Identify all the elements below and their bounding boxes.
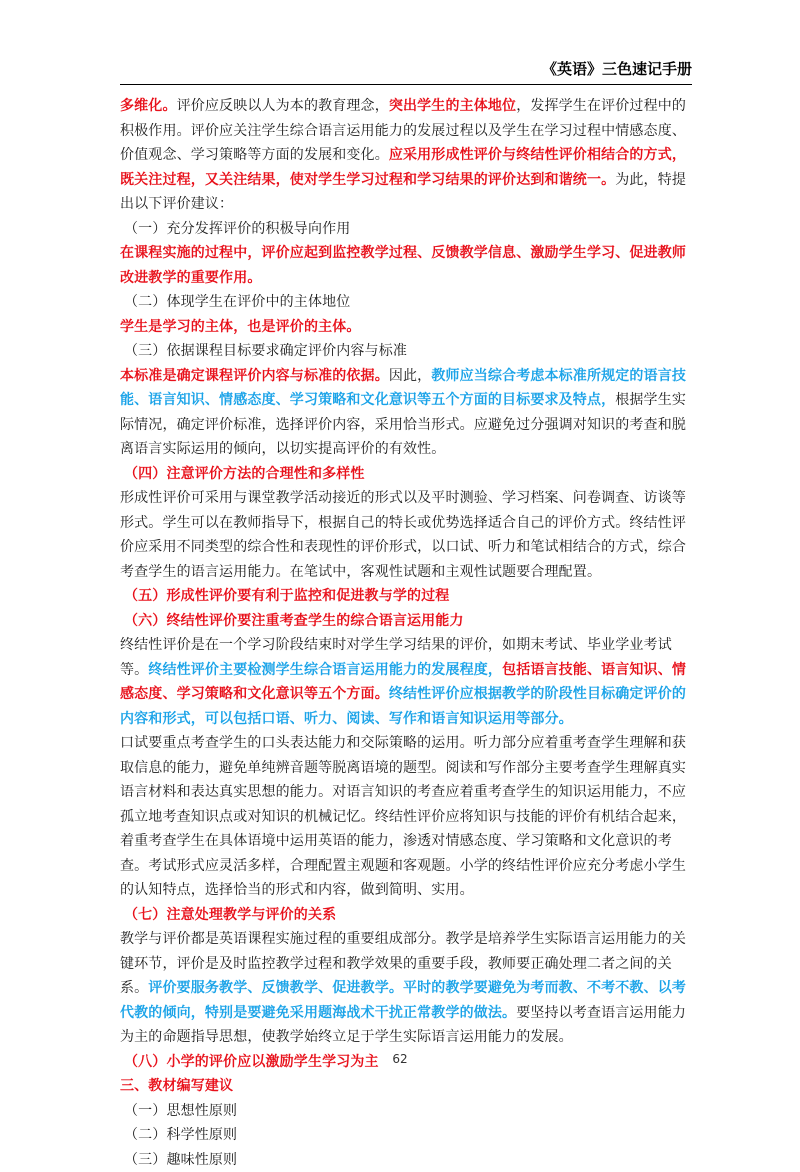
body-text: ，发挥学生在评价过程中的积极作用。评价应关注学生综合语言运用能力的发展过程以及学生在学习过程中情感态度、价值观念、学习策略等方面的发展和变化。 <box>120 98 686 163</box>
highlight-red: 突出学生的主体地位 <box>389 98 516 114</box>
body-text: 根据学生实际情况，确定评价标准，选择评价内容，采用恰当形式。应避免过分强调对知识的考查和脱离语言实际运用的倾向，以切实提高评价的有效性。 <box>120 392 686 457</box>
highlight-red: 包括语言技能、语言知识、情感态度、学习策略和文化意识等五个方面。 <box>120 662 686 703</box>
paragraph-intro <box>120 94 692 217</box>
section-heading: （四）注意评价方法的合理性和多样性 <box>120 462 692 487</box>
body-text: 因此， <box>389 368 431 384</box>
paragraph <box>120 633 692 731</box>
body-text: 终结性评价是在一个学习阶段结束时对学生学习结果的评价，如期末考试、毕业学业考试等。 <box>120 637 672 678</box>
highlight-red: 多维化。 <box>120 98 177 114</box>
paragraph: 口试要重点考查学生的口头表达能力和交际策略的运用。听力部分应着重考查学生理解和获取信息的能力，避免单纯辨音题等脱离语境的题型。阅读和写作部分主要考查学生理解真实语言材料和表达真实思想的能力。对语言知识的考查应着重考查学生的知识运用能力，不应孤立地考查知识点或对知识的机械记忆。终结性评价应将知识与技能的评价有机结合起来，着重考查学生在具体语境中运用英语的能力，渗透对情感态度、学习策略和文化意识的考查。考试形式应灵活多样，合理配置主观题和客观题。小学的终结性评价应充分考虑小学生的认知特点，选择恰当的形式和内容，做到简明、实用。 <box>120 731 692 903</box>
body-text: 要坚持以考查语言运用能力为主的命题指导思想，使教学始终立足于学生实际语言运用能力的发展。 <box>120 1005 686 1046</box>
section-heading: （一）充分发挥评价的积极导向作用 <box>120 217 692 242</box>
highlight-red: 在课程实施的过程中，评价应起到监控教学过程、反馈教学信息、激励学生学习、促进教师改进教学的重要作用。 <box>120 241 692 290</box>
highlight-blue: 终结性评价主要检测学生综合语言运用能力的发展程度， <box>148 662 502 678</box>
list-item: （一）思想性原则 <box>120 1099 692 1124</box>
highlight-blue: 终结性评价应根据教学的阶段性目标确定评价的内容和形式，可以包括口语、听力、阅读、写作和语言知识运用等部分。 <box>120 686 686 727</box>
section-heading: （七）注意处理教学与评价的关系 <box>120 903 692 928</box>
highlight-blue: 教师应当综合考虑本标准所规定的语言技能、语言知识、情感态度、学习策略和文化意识等五个方面的目标要求及特点， <box>120 368 686 409</box>
document-body <box>120 94 692 1172</box>
section-heading: （二）体现学生在评价中的主体地位 <box>120 290 692 315</box>
list-item: （二）科学性原则 <box>120 1123 692 1148</box>
header-rule <box>120 84 692 85</box>
header-title: 《英语》三色速记手册 <box>120 58 692 79</box>
page-number: 62 <box>0 1052 800 1066</box>
paragraph: 形成性评价可采用与课堂教学活动接近的形式以及平时测验、学习档案、问卷调查、访谈等形式。学生可以在教师指导下，根据自己的特长或优势选择适合自己的评价方式。终结性评价应采用不同类型的综合性和表现性的评价形式，以口试、听力和笔试相结合的方式，综合考查学生的语言运用能力。在笔试中，客观性试题和主观性试题要合理配置。 <box>120 486 692 584</box>
list-item: （三）趣味性原则 <box>120 1148 692 1172</box>
paragraph <box>120 364 692 462</box>
body-text: 为此，特提出以下评价建议： <box>120 172 686 213</box>
highlight-red: 学生是学习的主体，也是评价的主体。 <box>120 315 692 340</box>
body-text: 教学与评价都是英语课程实施过程的重要组成部分。教学是培养学生实际语言运用能力的关键环节，评价是及时监控教学过程和教学效果的重要手段，教师要正确处理二者之间的关系。 <box>120 931 686 996</box>
section-heading: （三）依据课程目标要求确定评价内容与标准 <box>120 339 692 364</box>
body-text: 评价应反映以人为本的教育理念， <box>177 98 389 114</box>
paragraph <box>120 927 692 1050</box>
chapter-heading: 三、教材编写建议 <box>120 1074 692 1099</box>
section-heading: （五）形成性评价要有利于监控和促进教与学的过程 <box>120 584 692 609</box>
highlight-red: 本标准是确定课程评价内容与标准的依据。 <box>120 368 389 384</box>
highlight-red: 应采用形成性评价与终结性评价相结合的方式，既关注过程，又关注结果，使对学生学习过程和学习结果的评价达到和谐统一。 <box>120 147 686 188</box>
section-heading: （八）小学的评价应以激励学生学习为主 <box>120 1050 692 1075</box>
section-heading: （六）终结性评价要注重考查学生的综合语言运用能力 <box>120 609 692 634</box>
highlight-blue: 评价要服务教学、反馈教学、促进教学。平时的教学要避免为考而教、不考不教、以考代教的倾向，特别是要避免采用题海战术干扰正常教学的做法。 <box>120 980 686 1021</box>
